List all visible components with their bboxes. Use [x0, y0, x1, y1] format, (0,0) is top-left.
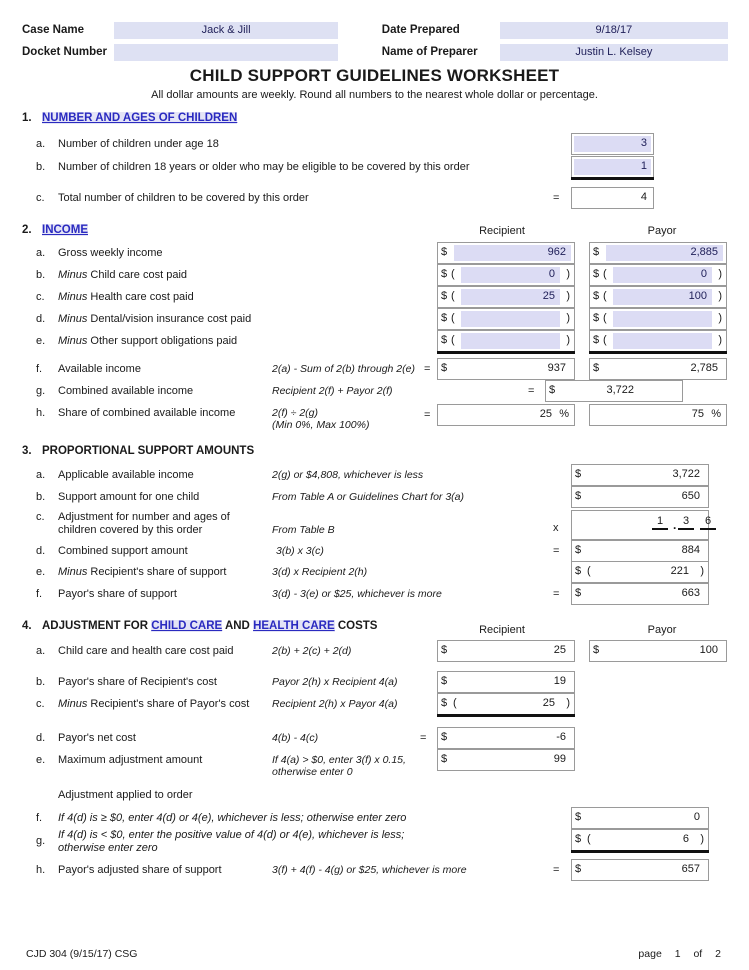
dollar-sign: $: [593, 312, 600, 324]
adjustment-note-label: Adjustment applied to order: [58, 789, 193, 801]
item-2e-label: [58, 335, 237, 347]
field-3a: [571, 464, 709, 486]
percent-sign-payor: %: [711, 408, 721, 420]
item-2c-rest: Health care cost paid: [90, 291, 194, 303]
item-4a-letter: a.: [36, 645, 46, 657]
field-4d: [437, 727, 575, 749]
field-1a-value: 3: [640, 137, 647, 149]
formula-4e-note: otherwise enter 0: [272, 766, 353, 778]
item-1c-label: Total number of children to be covered by this order: [58, 192, 309, 204]
field-2e-recipient[interactable]: [437, 330, 575, 352]
section-4-title-mid: AND: [222, 620, 254, 632]
field-2d-recipient-fill: [461, 311, 560, 327]
dollar-sign: $: [593, 334, 600, 346]
field-3c-digit-hundredths[interactable]: 6: [700, 515, 716, 530]
item-3c-letter: c.: [36, 511, 45, 523]
operator-3d: =: [553, 545, 560, 557]
item-4a-label: Child care and health care cost paid: [58, 645, 234, 657]
operator-3f: =: [553, 588, 560, 600]
item-2c-letter: c.: [36, 291, 45, 303]
formula-2h: 2(f) ÷ 2(g): [272, 407, 319, 419]
item-4g-letter: g.: [36, 835, 46, 847]
field-4c-value: 25: [542, 697, 555, 709]
dollar-sign: $: [441, 644, 448, 656]
column-header-payor: Payor: [647, 225, 677, 237]
item-1a-letter: a.: [36, 138, 46, 150]
item-1c-letter: c.: [36, 192, 45, 204]
dollar-sign: $: [575, 811, 582, 823]
field-4h-value: 657: [681, 863, 700, 875]
paren-close: ): [566, 334, 570, 346]
formula-2h-note: (Min 0%, Max 100%): [272, 419, 370, 431]
item-4d-label: Payor's net cost: [58, 732, 136, 744]
section-1-number: 1.: [22, 112, 32, 124]
item-4c-letter: c.: [36, 698, 45, 710]
item-2e-emphasis: Minus: [58, 335, 88, 347]
paren-close: ): [700, 565, 704, 577]
field-4a-payor-value: 100: [699, 644, 718, 656]
item-1a-label: Number of children under age 18: [58, 138, 219, 150]
item-4e-label: Maximum adjustment amount: [58, 754, 203, 766]
item-4c-emphasis: Minus: [58, 698, 88, 710]
field-3e: [571, 561, 709, 583]
field-1b-fill: [574, 159, 651, 175]
column-header-payor-4: Payor: [647, 624, 677, 636]
form-identifier: CJD 304 (9/15/17) CSG: [26, 948, 138, 960]
formula-4a: 2(b) + 2(c) + 2(d): [272, 645, 352, 657]
formula-4e: If 4(a) > $0, enter 3(f) x 0.15,: [272, 754, 406, 766]
subtotal-rule-2-recipient: [437, 351, 575, 354]
header-row-2: [22, 44, 728, 61]
paren-close: ): [566, 290, 570, 302]
column-header-recipient: Recipient: [479, 225, 525, 237]
item-2b-letter: b.: [36, 269, 46, 281]
page-label: page: [638, 948, 662, 960]
field-2d-recipient[interactable]: [437, 308, 575, 330]
field-2e-payor[interactable]: [589, 330, 727, 352]
subtotal-rule-2-payor: [589, 351, 727, 354]
case-name-field[interactable]: Jack & Jill: [114, 22, 338, 39]
item-4b-letter: b.: [36, 676, 46, 688]
field-1b[interactable]: [571, 156, 654, 178]
item-3f-label: Payor's share of support: [58, 588, 177, 600]
item-2a-label: Gross weekly income: [58, 247, 163, 259]
field-4b-value: 19: [553, 675, 566, 687]
formula-3c: From Table B: [272, 524, 335, 536]
dollar-sign: $: [593, 290, 600, 302]
paren-open: (: [603, 312, 607, 324]
field-2c-recipient-value: 25: [542, 290, 555, 302]
page-indicator: [628, 948, 721, 960]
item-2a-letter: a.: [36, 247, 46, 259]
date-prepared-label: Date Prepared: [381, 24, 460, 36]
field-2h-payor-value: 75: [691, 408, 704, 420]
item-2d-label: [58, 313, 251, 325]
field-4b: [437, 671, 575, 693]
paren-close: ): [718, 268, 722, 280]
paren-open: (: [451, 312, 455, 324]
item-2d-rest: Dental/vision insurance cost paid: [90, 313, 252, 325]
section-1-title[interactable]: NUMBER AND AGES OF CHILDREN: [42, 112, 238, 124]
field-3f: [571, 583, 709, 605]
item-2e-letter: e.: [36, 335, 46, 347]
field-3e-value: 221: [670, 565, 689, 577]
paren-open: (: [603, 290, 607, 302]
item-4e-letter: e.: [36, 754, 46, 766]
formula-2g: Recipient 2(f) + Payor 2(f): [272, 385, 393, 397]
formula-3f: 3(d) - 3(e) or $25, whichever is more: [272, 588, 442, 600]
header-spacer: [338, 22, 382, 39]
section-3-title: PROPORTIONAL SUPPORT AMOUNTS: [42, 445, 255, 457]
column-header-recipient-4: Recipient: [479, 624, 525, 636]
dollar-sign: $: [593, 644, 600, 656]
field-1a[interactable]: [571, 133, 654, 155]
item-3b-label: Support amount for one child: [58, 491, 200, 503]
item-1b-label: Number of children 18 years or older who may be eligible to be covered by this order: [58, 161, 470, 173]
paren-close: ): [566, 268, 570, 280]
field-2a-recipient-value: 962: [547, 246, 566, 258]
item-3b-letter: b.: [36, 491, 46, 503]
item-4h-label: Payor's adjusted share of support: [58, 864, 222, 876]
field-1a-fill: [574, 136, 651, 152]
item-4c-rest: Recipient's share of Payor's cost: [90, 698, 250, 710]
item-4g-label-line2: otherwise enter zero: [58, 842, 158, 854]
paren-open: (: [603, 334, 607, 346]
preparer-field[interactable]: Justin L. Kelsey: [500, 44, 728, 61]
item-3d-letter: d.: [36, 545, 46, 557]
docket-number-field[interactable]: [114, 44, 338, 61]
field-4a-payor: [589, 640, 727, 662]
subtotal-rule-1: [571, 177, 654, 180]
paren-open: (: [453, 697, 457, 709]
item-2c-emphasis: Minus: [58, 291, 88, 303]
field-2b-payor-value: 0: [700, 268, 707, 280]
dollar-sign: $: [441, 731, 448, 743]
section-1-heading: [22, 112, 237, 124]
field-4f: [571, 807, 709, 829]
dollar-sign: $: [575, 587, 582, 599]
field-3a-value: 3,722: [672, 468, 700, 480]
item-3e-rest: Recipient's share of support: [90, 566, 227, 578]
operator-2h: =: [424, 409, 431, 421]
field-2b-recipient-value: 0: [548, 268, 555, 280]
field-3c-digit-ones[interactable]: 1: [652, 515, 668, 530]
item-2d-emphasis: Minus: [58, 313, 88, 325]
field-1c-value: 4: [640, 191, 647, 203]
field-2h-recipient: [437, 404, 575, 426]
item-4h-letter: h.: [36, 864, 46, 876]
formula-3a: 2(g) or $4,808, whichever is less: [272, 469, 424, 481]
formula-3d: 3(b) x 3(c): [276, 545, 324, 557]
case-name-label: Case Name: [22, 24, 85, 36]
operator-4d: =: [420, 732, 427, 744]
field-2b-payor-fill: [613, 267, 712, 283]
field-3c-digit-tenths[interactable]: 3: [678, 515, 694, 530]
formula-4d: 4(b) - 4(c): [272, 732, 319, 744]
field-2c-payor-value: 100: [688, 290, 707, 302]
formula-4b: Payor 2(h) x Recipient 4(a): [272, 676, 398, 688]
item-4f-letter: f.: [36, 812, 43, 824]
dollar-sign: $: [593, 268, 600, 280]
item-4f-label: If 4(d) is ≥ $0, enter 4(d) or 4(e), whichever is less; otherwise enter zero: [58, 812, 407, 824]
field-2h-payor: [589, 404, 727, 426]
field-2a-payor-value: 2,885: [690, 246, 718, 258]
dollar-sign: $: [575, 863, 582, 875]
operator-1c: =: [553, 192, 560, 204]
field-3d: [571, 540, 709, 562]
field-2g-combined: [545, 380, 683, 402]
field-2f-recipient: [437, 358, 575, 380]
item-3c-label-line2: children covered by this order: [58, 524, 203, 536]
dollar-sign: $: [441, 268, 448, 280]
page-subtitle: All dollar amounts are weekly. Round all numbers to the nearest whole dollar or percentage.: [151, 89, 598, 101]
dollar-sign: $: [441, 697, 448, 709]
field-2c-payor[interactable]: [589, 286, 727, 308]
field-4a-recipient: [437, 640, 575, 662]
operator-2g: =: [528, 385, 535, 397]
paren-open: (: [603, 268, 607, 280]
item-4g-label-line1: If 4(d) is < $0, enter the positive value of 4(d) or 4(e), whichever is less;: [58, 829, 405, 841]
field-2b-recipient-fill: [461, 267, 560, 283]
item-2c-label: [58, 291, 194, 303]
section-4-link-child-care[interactable]: CHILD CARE: [151, 620, 223, 632]
dollar-sign: $: [593, 362, 600, 374]
field-3c-factor[interactable]: [571, 510, 712, 540]
section-2-title[interactable]: INCOME: [42, 224, 88, 236]
dollar-sign: $: [575, 490, 582, 502]
paren-open: (: [451, 290, 455, 302]
paren-close: ): [566, 697, 570, 709]
item-2b-rest: Child care cost paid: [90, 269, 188, 281]
header-row-1: [22, 22, 728, 39]
field-4e-value: 99: [553, 753, 566, 765]
paren-close: ): [700, 833, 704, 845]
item-2g-letter: g.: [36, 385, 46, 397]
dollar-sign: $: [441, 290, 448, 302]
item-2b-emphasis: Minus: [58, 269, 88, 281]
field-4g-value: 6: [682, 833, 689, 845]
item-2d-letter: d.: [36, 313, 46, 325]
dollar-sign: $: [575, 544, 582, 556]
field-3d-value: 884: [681, 544, 700, 556]
dollar-sign: $: [441, 753, 448, 765]
field-2d-payor[interactable]: [589, 308, 727, 330]
dollar-sign: $: [441, 312, 448, 324]
dollar-sign: $: [575, 833, 582, 845]
section-4-number: 4.: [22, 620, 32, 632]
field-2e-payor-fill: [613, 333, 712, 349]
formula-2f: 2(a) - Sum of 2(b) through 2(e): [272, 363, 415, 375]
paren-close: ): [718, 290, 722, 302]
field-1b-value: 1: [640, 160, 647, 172]
field-4a-recipient-value: 25: [553, 644, 566, 656]
item-1b-letter: b.: [36, 161, 46, 173]
field-2f-payor: [589, 358, 727, 380]
field-3b: [571, 486, 709, 508]
field-4g: [571, 829, 709, 851]
operator-3c: x: [553, 522, 559, 534]
item-2e-rest: Other support obligations paid: [90, 335, 238, 347]
of-label: of: [693, 948, 703, 960]
dollar-sign: $: [593, 246, 600, 258]
form-header: [22, 22, 728, 66]
field-2g-value: 3,722: [606, 384, 634, 396]
formula-4c: Recipient 2(h) x Payor 4(a): [272, 698, 398, 710]
item-3e-label: [58, 566, 226, 578]
paren-open: (: [451, 268, 455, 280]
field-2b-recipient[interactable]: [437, 264, 575, 286]
paren-open: (: [587, 565, 591, 577]
formula-3b: From Table A or Guidelines Chart for 3(a): [272, 491, 464, 503]
field-1c: [571, 187, 654, 209]
date-prepared-field[interactable]: 9/18/17: [500, 22, 728, 39]
header-spacer-2: [338, 44, 382, 61]
formula-3e: 3(d) x Recipient 2(h): [272, 566, 368, 578]
section-3-heading: [22, 445, 254, 457]
paren-open: (: [451, 334, 455, 346]
item-3d-label: Combined support amount: [58, 545, 188, 557]
page-number: 1: [674, 948, 681, 960]
item-2f-letter: f.: [36, 363, 43, 375]
section-4-heading: [22, 620, 377, 632]
item-2f-label: Available income: [58, 363, 141, 375]
section-4-link-health-care[interactable]: HEALTH CARE: [253, 620, 335, 632]
paren-open: (: [587, 833, 591, 845]
preparer-label: Name of Preparer: [381, 46, 478, 58]
field-2a-recipient[interactable]: [437, 242, 575, 264]
paren-close: ): [718, 334, 722, 346]
percent-sign-recipient: %: [559, 408, 569, 420]
field-2f-payor-value: 2,785: [690, 362, 718, 374]
item-3e-emphasis: Minus: [58, 566, 88, 578]
field-2a-payor[interactable]: [589, 242, 727, 264]
field-4f-value: 0: [693, 811, 700, 823]
field-2e-recipient-fill: [461, 333, 560, 349]
field-4h: [571, 859, 709, 881]
field-3f-value: 663: [681, 587, 700, 599]
dollar-sign: $: [441, 334, 448, 346]
subtotal-rule-4g: [571, 850, 709, 853]
page-total: 2: [715, 948, 721, 960]
field-2c-recipient[interactable]: [437, 286, 575, 308]
operator-2f: =: [424, 363, 431, 375]
operator-4h: =: [553, 864, 560, 876]
item-3c-label-line1: Adjustment for number and ages of: [58, 511, 230, 523]
field-4d-value: -6: [556, 731, 566, 743]
item-3a-letter: a.: [36, 469, 46, 481]
item-3e-letter: e.: [36, 566, 46, 578]
item-2h-label: Share of combined available income: [58, 407, 236, 419]
field-2b-payor[interactable]: [589, 264, 727, 286]
item-3a-label: Applicable available income: [58, 469, 194, 481]
section-4-title-post: COSTS: [334, 620, 378, 632]
formula-4h: 3(f) + 4(f) - 4(g) or $25, whichever is more: [272, 864, 467, 876]
dollar-sign: $: [441, 362, 448, 374]
page-title: CHILD SUPPORT GUIDELINES WORKSHEET: [189, 66, 560, 85]
section-4-title-pre: ADJUSTMENT FOR: [42, 620, 152, 632]
dollar-sign: $: [441, 246, 448, 258]
dollar-sign: $: [575, 468, 582, 480]
subtotal-rule-4: [437, 714, 575, 717]
paren-close: ): [718, 312, 722, 324]
decimal-point: .: [673, 518, 677, 532]
section-2-heading: [22, 224, 88, 236]
item-4d-letter: d.: [36, 732, 46, 744]
item-3f-letter: f.: [36, 588, 43, 600]
item-4b-label: Payor's share of Recipient's cost: [58, 676, 217, 688]
item-2g-label: Combined available income: [58, 385, 194, 397]
docket-number-label: Docket Number: [22, 46, 107, 58]
field-4e: [437, 749, 575, 771]
field-4c: [437, 693, 575, 715]
section-3-number: 3.: [22, 445, 32, 457]
field-2f-recipient-value: 937: [547, 362, 566, 374]
field-2h-recipient-value: 25: [539, 408, 552, 420]
field-3b-value: 650: [681, 490, 700, 502]
dollar-sign: $: [549, 384, 556, 396]
field-2d-payor-fill: [613, 311, 712, 327]
paren-close: ): [566, 312, 570, 324]
item-4c-label: [58, 698, 249, 710]
dollar-sign: $: [441, 675, 448, 687]
item-2b-label: [58, 269, 187, 281]
dollar-sign: $: [575, 565, 582, 577]
item-2h-letter: h.: [36, 407, 46, 419]
section-2-number: 2.: [22, 224, 32, 236]
